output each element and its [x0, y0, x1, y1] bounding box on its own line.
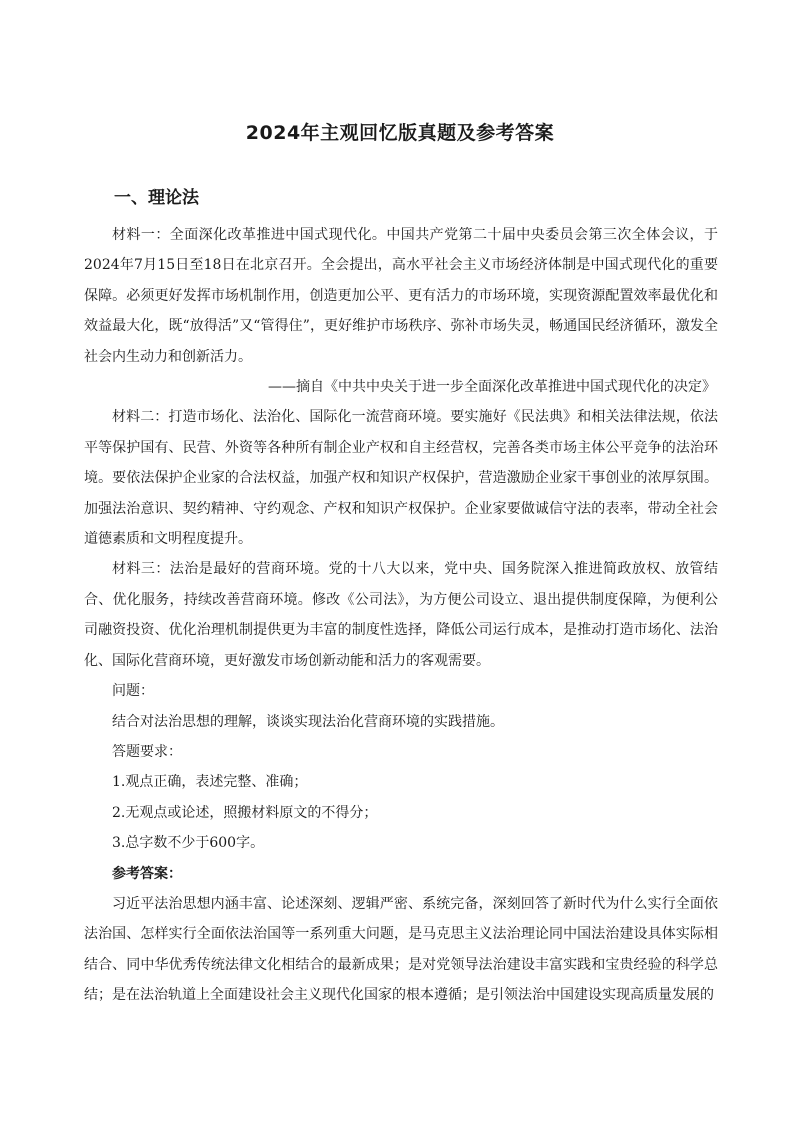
document-body — [84, 220, 718, 1011]
answer-heading: 参考答案： — [112, 865, 182, 882]
material-2-paragraph: 材料二：打造市场化、法治化、国际化一流营商环境。要实施好《民法典》和相关法律法规，依法平等保护国有、民营、外资等各种所有制企业产权和自主经营权，完善各类市场主体公平竞争的法治环境。要依法保护企业家的合法权益，加强产权和知识产权保护，营造激励企业家干事创业的浓厚氛围。加强法治意识、契约精神、守约观念、产权和知识产权保护。企业家要做诚信守法的表率，带动全社会道德素质和文明程度提升。 — [84, 409, 718, 548]
document-title: 2024年主观回忆版真题及参考答案 — [245, 122, 555, 144]
material-1-paragraph: 材料一：全面深化改革推进中国式现代化。中国共产党第二十届中央委员会第三次全体会议，于2024年7月15日至18日在北京召开。全会提出，高水平社会主义市场经济体制是中国式现代化的重要保障。必须更好发挥市场机制作用，创造更加公平、更有活力的市场环境，实现资源配置效率最优化和效益最大化，既“放得活”又“管得住”，更好维护市场秩序、弥补市场失灵，畅通国民经济循环，激发全社会内生动力和创新活力。 — [84, 227, 718, 365]
requirements-label: 答题要求： — [112, 743, 182, 760]
material-3-paragraph: 材料三：法治是最好的营商环境。党的十八大以来，党中央、国务院深入推进简政放权、放管结合、优化服务，持续改善营商环境。修改《公司法》，为方便公司设立、退出提供制度保障，为便利公司融资投资、优化治理机制提供更为丰富的制度性选择，降低公司运行成本，是推动打造市场化、法治化、国际化营商环境，更好激发市场创新动能和活力的客观需要。 — [84, 561, 718, 669]
section-heading: 一、理论法 — [114, 188, 199, 208]
requirement-item: 3.总字数不少于600字。 — [112, 835, 265, 852]
answer-paragraph: 习近平法治思想内涵丰富、论述深刻、逻辑严密、系统完备，深刻回答了新时代为什么实行全面依法治国、怎样实行全面依法治国等一系列重大问题，是马克思主义法治理论同中国法治建设具体实际相结合、同中华优秀传统法律文化相结合的最新成果；是对党领导法治建设丰富实践和宝贵经验的科学总结；是在法治轨道上全面建设社会主义现代化国家的根本遵循；是引领法治中国建设实现高质量发展的 — [84, 895, 718, 1004]
question-text: 结合对法治思想的理解，谈谈实现法治化营商环境的实践措施。 — [112, 713, 504, 730]
material-1-source: ——摘自《中共中央关于进一步全面深化改革推进中国式现代化的决定》 — [268, 379, 716, 396]
requirement-item: 2.无观点或论述，照搬材料原文的不得分； — [112, 804, 378, 821]
requirement-item: 1.观点正确，表述完整、准确； — [112, 774, 308, 791]
question-label: 问题： — [112, 683, 154, 700]
